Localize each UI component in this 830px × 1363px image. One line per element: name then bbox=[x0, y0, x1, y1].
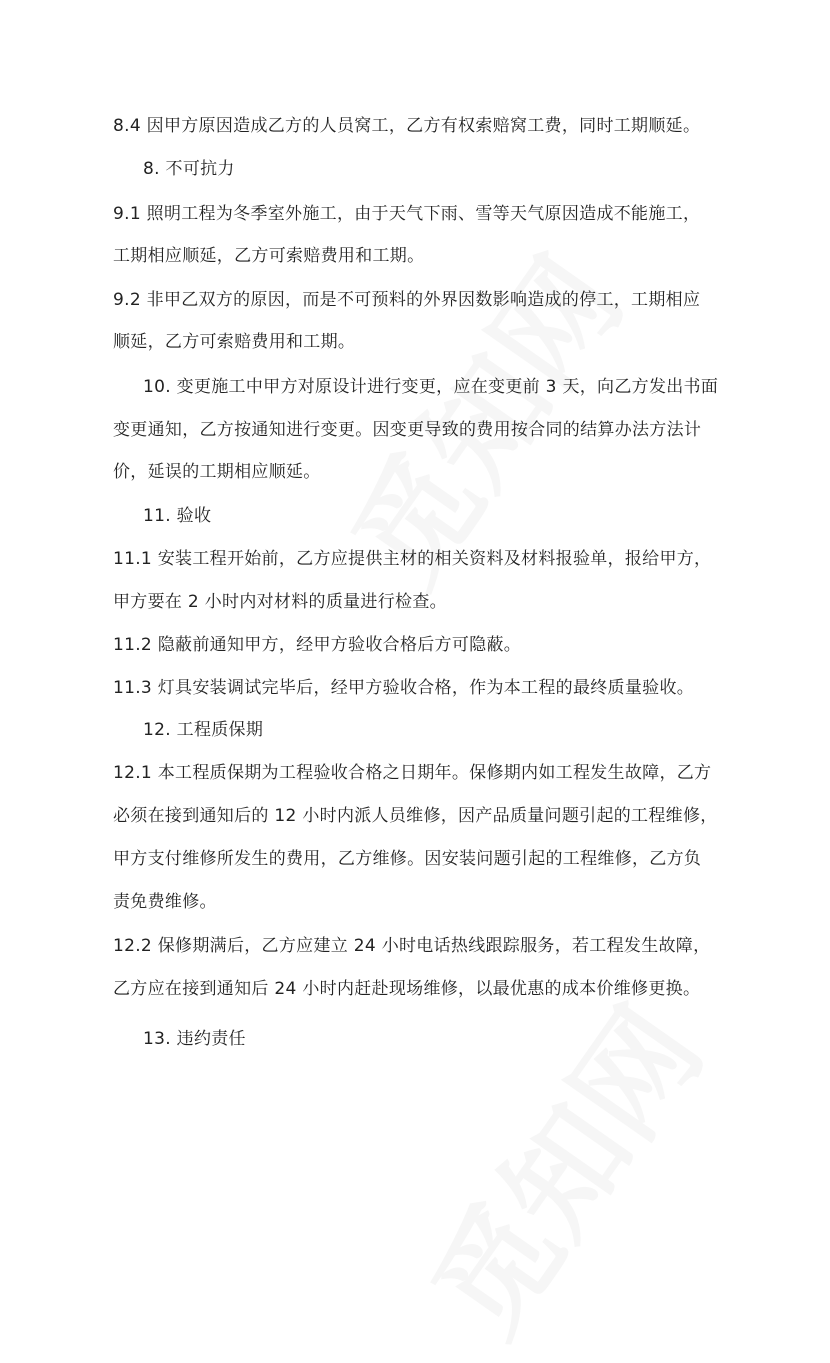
paragraph-line: 11.2 隐蔽前通知甲方，经甲方验收合格后方可隐蔽。 bbox=[113, 635, 522, 655]
paragraph-line: 工期相应顺延，乙方可索赔费用和工期。 bbox=[113, 246, 425, 266]
section-heading: 12. 工程质保期 bbox=[143, 720, 264, 740]
section-heading: 10. 变更施工中甲方对原设计进行变更，应在变更前 3 天，向乙方发出书面 bbox=[143, 377, 719, 397]
paragraph-line: 甲方要在 2 小时内对材料的质量进行检查。 bbox=[113, 592, 447, 612]
paragraph-line: 必须在接到通知后的 12 小时内派人员维修，因产品质量问题引起的工程维修， bbox=[113, 806, 718, 826]
paragraph-line: 11.3 灯具安装调试完毕后，经甲方验收合格，作为本工程的最终质量验收。 bbox=[113, 678, 695, 698]
paragraph-line: 顺延，乙方可索赔费用和工期。 bbox=[113, 332, 356, 352]
paragraph-line: 8.4 因甲方原因造成乙方的人员窝工，乙方有权索赔窝工费，同时工期顺延。 bbox=[113, 116, 701, 136]
paragraph-line: 责免费维修。 bbox=[113, 892, 217, 912]
section-heading: 8. 不可抗力 bbox=[143, 159, 235, 179]
paragraph-line: 9.2 非甲乙双方的原因，而是不可预料的外界因数影响造成的停工，工期相应 bbox=[113, 290, 701, 310]
paragraph-line: 9.1 照明工程为冬季室外施工，由于天气下雨、雪等天气原因造成不能施工， bbox=[113, 204, 701, 224]
paragraph-line: 11.1 安装工程开始前，乙方应提供主材的相关资料及材料报验单，报给甲方， bbox=[113, 549, 712, 569]
section-heading: 13. 违约责任 bbox=[143, 1029, 246, 1049]
paragraph-line: 乙方应在接到通知后 24 小时内赶赴现场维修，以最优惠的成本价维修更换。 bbox=[113, 979, 701, 999]
watermark bbox=[386, 969, 733, 1363]
paragraph-line: 甲方支付维修所发生的费用，乙方维修。因安装问题引起的工程维修，乙方负 bbox=[113, 849, 702, 869]
paragraph-line: 价，延误的工期相应顺延。 bbox=[113, 462, 321, 482]
paragraph-line: 变更通知，乙方按通知进行变更。因变更导致的费用按合同的结算办法方法计 bbox=[113, 420, 702, 440]
paragraph-line: 12.2 保修期满后，乙方应建立 24 小时电话热线跟踪服务，若工程发生故障， bbox=[113, 936, 711, 956]
paragraph-line: 12.1 本工程质保期为工程验收合格之日期年。保修期内如工程发生故障，乙方 bbox=[113, 763, 712, 783]
section-heading: 11. 验收 bbox=[143, 506, 212, 526]
